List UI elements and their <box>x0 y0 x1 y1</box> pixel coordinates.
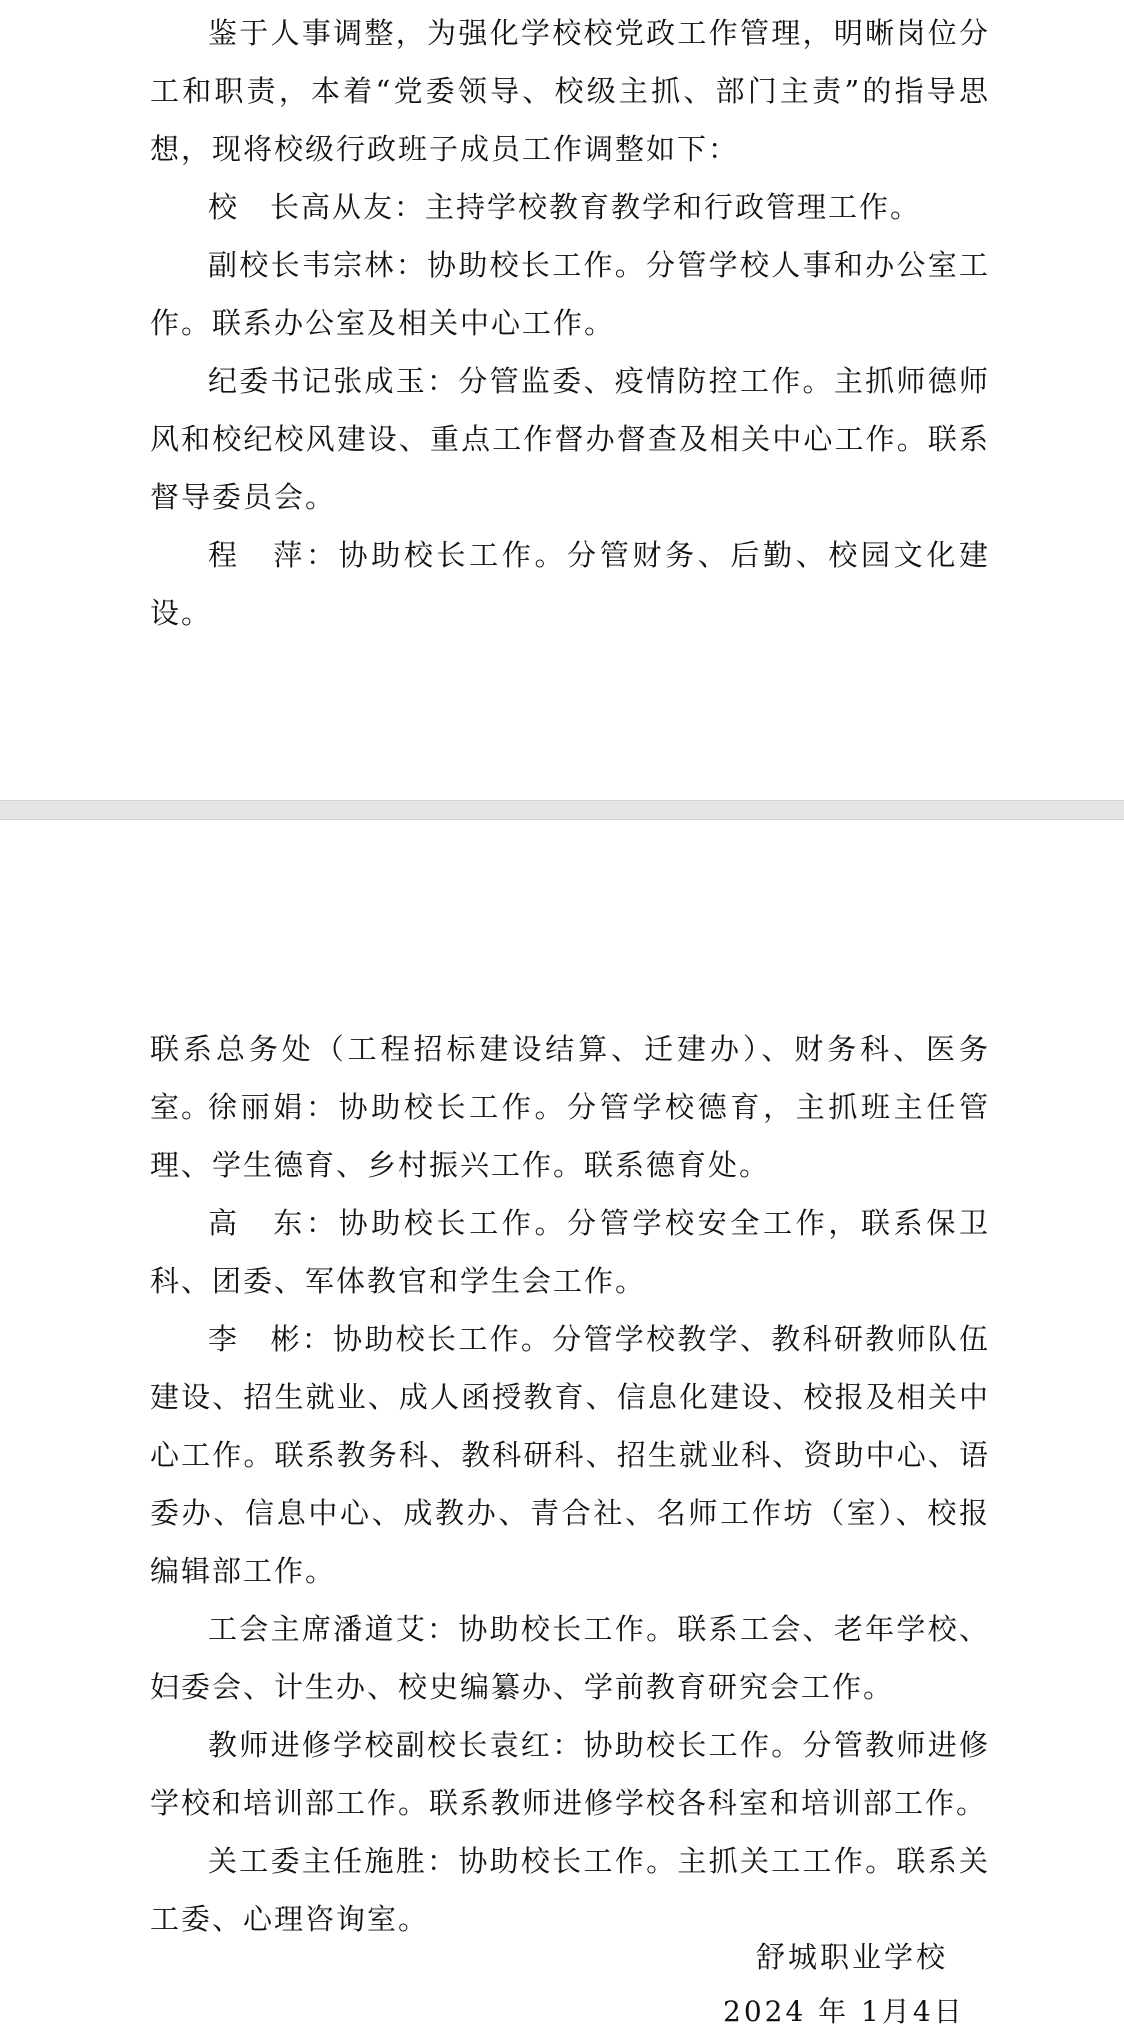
signature-date: 2024 年 1月4日 <box>723 1995 965 2028</box>
cheng-ping-continued-paragraph: 联系总务处（工程招标建设结算、迁建办）、财务科、医务室。 <box>150 1032 990 1124</box>
intro-paragraph: 鉴于人事调整，为强化学校校党政工作管理，明晰岗位分工和职责，本着“党委领导、校级主抓、部门主责”的指导思想，现将校级行政班子成员工作调整如下： <box>150 16 990 166</box>
union-chair-paragraph: 工会主席潘道艾：协助校长工作。联系工会、老年学校、妇委会、计生办、校史编纂办、学前教育研究会工作。 <box>150 1612 990 1704</box>
signature-organization: 舒城职业学校 <box>756 1940 949 1974</box>
gao-dong-paragraph: 高 东：协助校长工作。分管学校安全工作，联系保卫科、团委、军体教官和学生会工作。 <box>150 1206 990 1298</box>
page-separator <box>0 800 1124 820</box>
vice-principal-paragraph: 副校长韦宗林：协助校长工作。分管学校人事和办公室工作。联系办公室及相关中心工作。 <box>150 248 990 340</box>
teacher-training-paragraph: 教师进修学校副校长袁红：协助校长工作。分管教师进修学校和培训部工作。联系教师进修学校各科室和培训部工作。 <box>150 1728 990 1820</box>
discipline-secretary-paragraph: 纪委书记张成玉：分管监委、疫情防控工作。主抓师德师风和校纪校风建设、重点工作督办督查及相关中心工作。联系督导委员会。 <box>150 364 990 514</box>
principal-paragraph: 校 长高从友：主持学校教育教学和行政管理工作。 <box>208 190 922 224</box>
cheng-ping-paragraph: 程 萍：协助校长工作。分管财务、后勤、校园文化建设。 <box>150 538 990 630</box>
care-committee-paragraph: 关工委主任施胜：协助校长工作。主抓关工工作。联系关工委、心理咨询室。 <box>150 1844 990 1936</box>
li-bin-paragraph: 李 彬：协助校长工作。分管学校教学、教科研教师队伍建设、招生就业、成人函授教育、信息化建设、校报及相关中心工作。联系教务科、教科研科、招生就业科、资助中心、语委办、信息中心、成教办、青合社、名师工作坊（室）、校报编辑部工作。 <box>150 1322 990 1588</box>
document-page-1 <box>0 0 1124 800</box>
xu-lijuan-paragraph: 徐丽娟：协助校长工作。分管学校德育，主抓班主任管理、学生德育、乡村振兴工作。联系德育处。 <box>150 1090 990 1182</box>
